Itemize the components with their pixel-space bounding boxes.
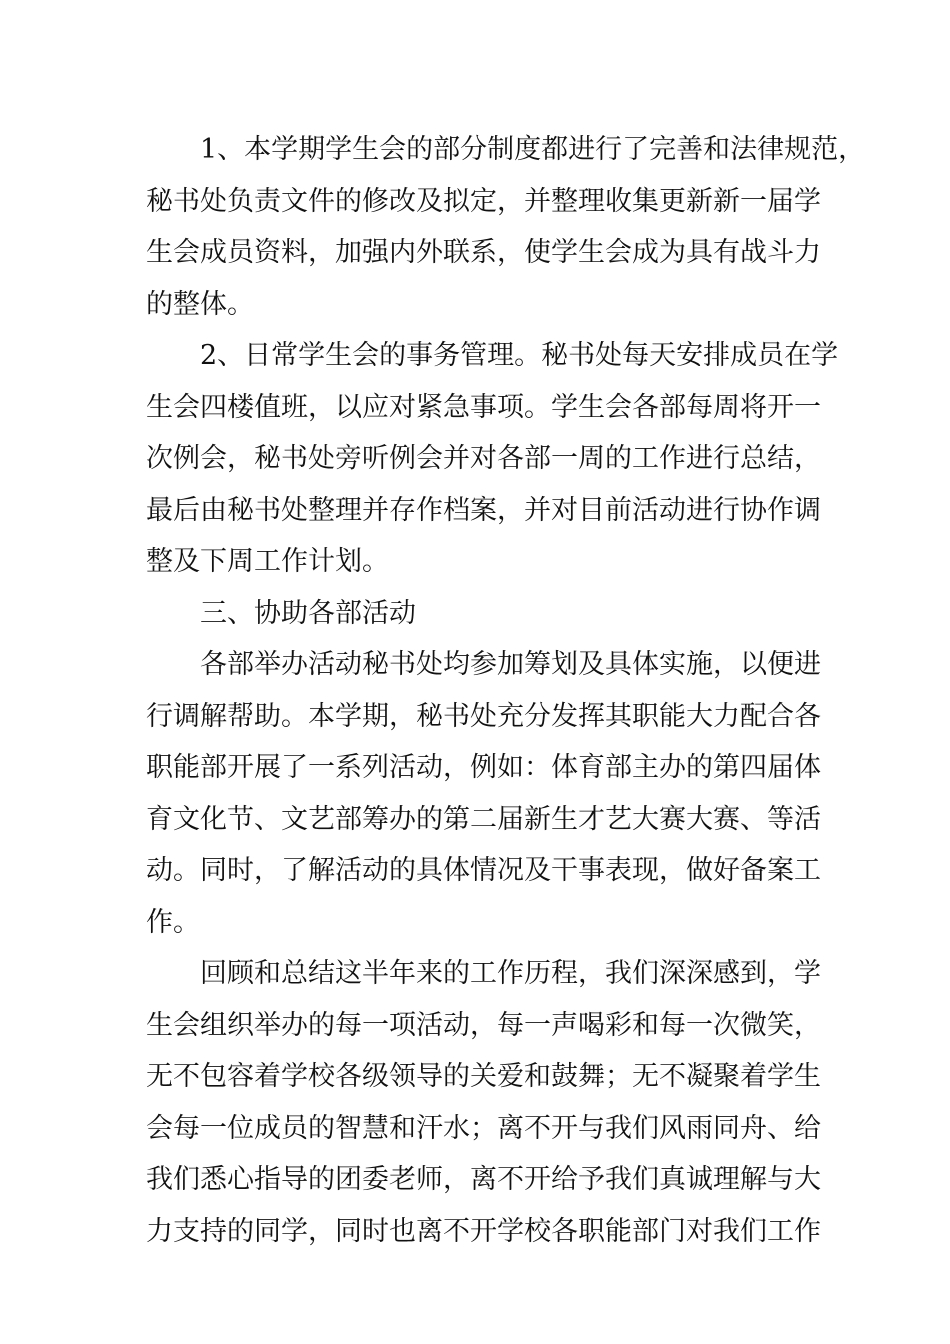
section-heading [146, 588, 816, 640]
text-line: 力支持的同学，同时也离不开学校各职能部门对我们工作 [146, 1215, 821, 1247]
text-line: 动。同时，了解活动的具体情况及干事表现，做好备案工 [146, 855, 821, 886]
text-line: 生会组织举办的每一项活动，每一声喝彩和每一次微笑， [146, 1009, 821, 1041]
text-line: 会每一位成员的智慧和汗水；离不开与我们风雨同舟、给 [146, 1112, 821, 1144]
text-line: 行调解帮助。本学期，秘书处充分发挥其职能大力配合各 [146, 700, 821, 732]
paragraph-3 [146, 639, 821, 948]
text-line: 作。 [146, 906, 200, 938]
text-line: 1、本学期学生会的部分制度都进行了完善和法律规范， [200, 134, 866, 165]
text-line: 我们悉心指导的团委老师，离不开给予我们真诚理解与大 [146, 1164, 821, 1195]
text-line: 回顾和总结这半年来的工作历程，我们深深感到，学 [200, 958, 821, 989]
text-line: 秘书处负责文件的修改及拟定，并整理收集更新新一届学 [146, 185, 821, 217]
text-line: 次例会，秘书处旁听例会并对各部一周的工作进行总结， [146, 443, 821, 474]
text-line: 最后由秘书处整理并存作档案，并对目前活动进行协作调 [146, 494, 821, 526]
paragraph-4 [146, 948, 821, 1257]
section-heading-text: 三、协助各部活动 [200, 597, 416, 629]
text-line: 无不包容着学校各级领导的关爱和鼓舞；无不凝聚着学生 [146, 1061, 821, 1092]
text-line: 生会四楼值班，以应对紧急事项。学生会各部每周将开一 [146, 391, 821, 423]
document-body [146, 124, 866, 1257]
text-line: 2、日常学生会的事务管理。秘书处每天安排成员在学 [200, 340, 839, 371]
paragraph-2 [146, 330, 839, 588]
paragraph-1 [146, 124, 866, 330]
text-line: 育文化节、文艺部筹办的第二届新生才艺大赛大赛、等活 [146, 803, 821, 835]
text-line: 各部举办活动秘书处均参加筹划及具体实施，以便进 [200, 649, 821, 680]
text-line: 的整体。 [146, 288, 254, 320]
text-line: 生会成员资料，加强内外联系，使学生会成为具有战斗力 [146, 237, 821, 268]
text-line: 职能部开展了一系列活动，例如：体育部主办的第四届体 [146, 752, 821, 783]
text-line: 整及下周工作计划。 [146, 546, 389, 577]
